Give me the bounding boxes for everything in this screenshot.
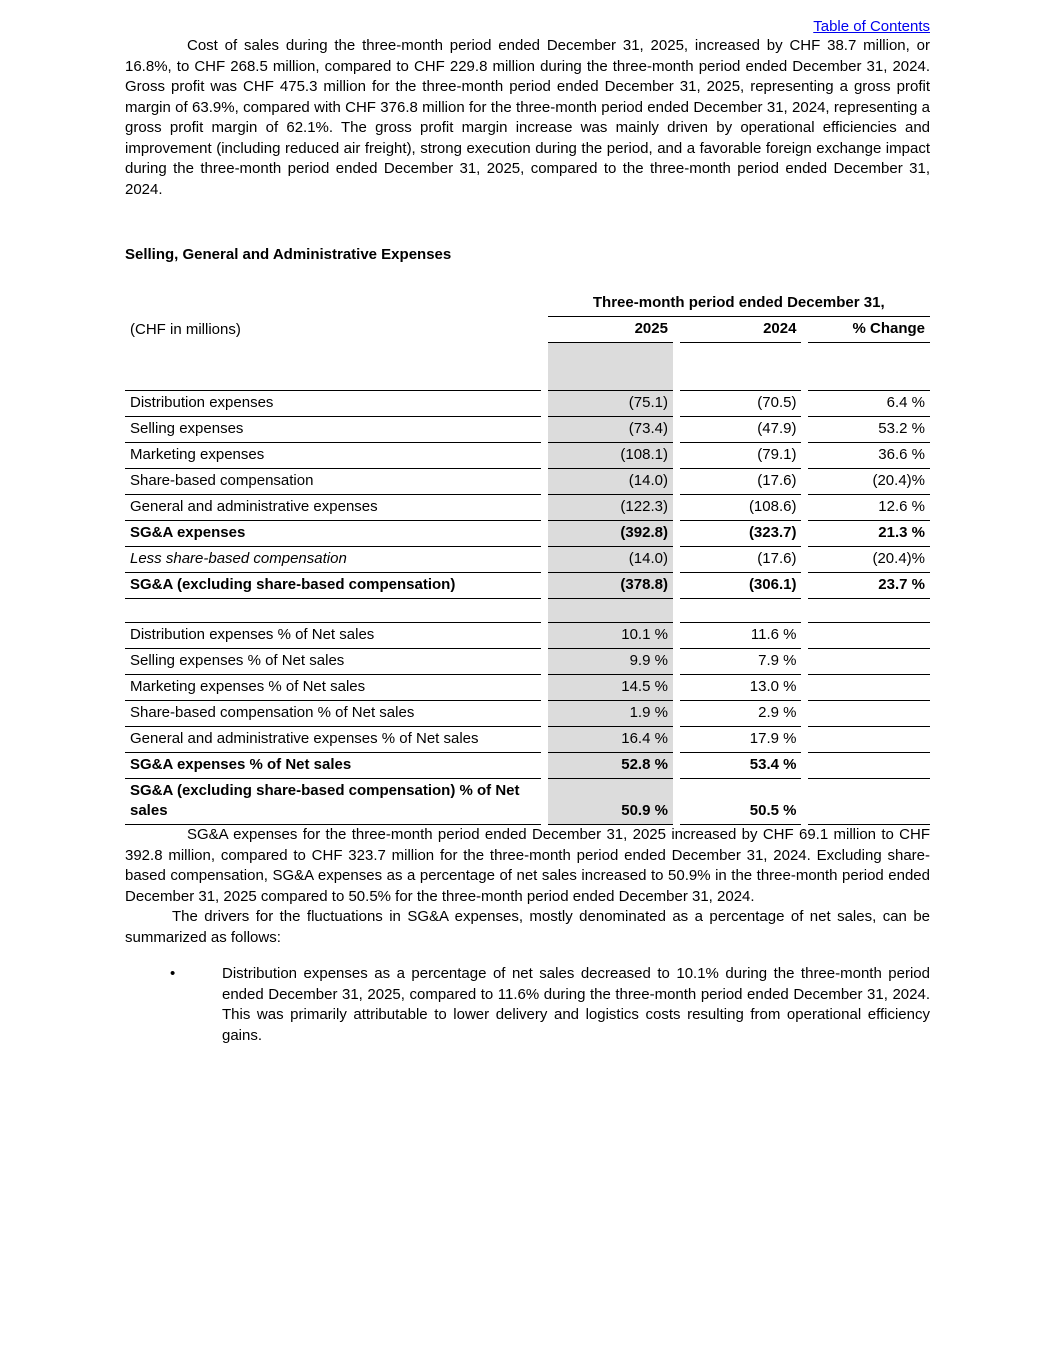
table-row-marketing-pct-net-sales xyxy=(125,675,930,701)
table-spacer-row xyxy=(125,599,930,623)
empty-cell xyxy=(680,343,802,391)
table-row-general-admin-pct-net-sales xyxy=(125,727,930,753)
value-change: 21.3 % xyxy=(808,521,930,547)
value-2025: (122.3) xyxy=(548,495,673,521)
value-2025: (75.1) xyxy=(548,391,673,417)
row-label: Share-based compensation % of Net sales xyxy=(125,701,541,727)
toc-link-row xyxy=(125,18,930,36)
empty-cell xyxy=(680,599,802,623)
row-label: Share-based compensation xyxy=(125,469,541,495)
paragraph-cost-of-sales: Cost of sales during the three-month period ended December 31, 2025, increased by CHF 38.7 million, or 16.8%, to CHF 268.5 million, compared to CHF 229.8 million during the three-month period ended December 31, 2024. Gross profit was CHF 475.3 million for the three-month period ended December 31, 2025, representing a gross profit margin of 63.9%, compared with CHF 376.8 million for the three-month period ended December 31, 2024, representing a gross profit margin of 62.1%. The gross profit margin increase was mainly driven by operational efficiencies and improvement (including reduced air freight), strong execution during the period, and a favorable foreign exchange impact during the three-month period ended December 31, 2025, compared to the three-month period ended December 31, 2024. xyxy=(125,37,930,198)
value-2024: (323.7) xyxy=(680,521,802,547)
table-period-header: Three-month period ended December 31, xyxy=(548,291,930,317)
value-change xyxy=(808,779,930,825)
bullet-marker: • xyxy=(170,965,176,982)
empty-cell xyxy=(125,599,541,623)
value-2025: (14.0) xyxy=(548,547,673,573)
value-2024: (108.6) xyxy=(680,495,802,521)
table-row-selling-expenses xyxy=(125,417,930,443)
value-2025: (14.0) xyxy=(548,469,673,495)
table-row-share-based-compensation xyxy=(125,469,930,495)
value-change xyxy=(808,675,930,701)
table-period-header-row xyxy=(125,291,930,317)
value-2024: 17.9 % xyxy=(680,727,802,753)
table-of-contents-link[interactable]: Table of Contents xyxy=(813,18,930,35)
value-2024: 2.9 % xyxy=(680,701,802,727)
value-2025: (378.8) xyxy=(548,573,673,599)
value-2024: 50.5 % xyxy=(680,779,802,825)
value-2025: (392.8) xyxy=(548,521,673,547)
table-row-sga-excluding-sbc xyxy=(125,573,930,599)
row-label: Distribution expenses % of Net sales xyxy=(125,623,541,649)
table-row-sga-expenses-total xyxy=(125,521,930,547)
row-label: Marketing expenses % of Net sales xyxy=(125,675,541,701)
value-change: 53.2 % xyxy=(808,417,930,443)
value-2024: (70.5) xyxy=(680,391,802,417)
value-2024: 11.6 % xyxy=(680,623,802,649)
empty-cell xyxy=(808,343,930,391)
value-2024: 7.9 % xyxy=(680,649,802,675)
column-header-change: % Change xyxy=(808,317,930,343)
value-2024: (17.6) xyxy=(680,547,802,573)
empty-cell xyxy=(548,343,673,391)
value-2024: (47.9) xyxy=(680,417,802,443)
sga-expenses-table xyxy=(118,291,937,825)
row-label: Less share-based compensation xyxy=(125,547,541,573)
empty-cell xyxy=(125,291,541,317)
section-heading-sga: Selling, General and Administrative Expenses xyxy=(125,246,452,263)
row-label: General and administrative expenses xyxy=(125,495,541,521)
row-label: SG&A expenses % of Net sales xyxy=(125,753,541,779)
value-2025: 1.9 % xyxy=(548,701,673,727)
row-label: SG&A (excluding share-based compensation) xyxy=(125,573,541,599)
column-header-2025: 2025 xyxy=(548,317,673,343)
value-change xyxy=(808,753,930,779)
empty-cell xyxy=(808,599,930,623)
row-label: Distribution expenses xyxy=(125,391,541,417)
row-label: Marketing expenses xyxy=(125,443,541,469)
value-2024: (306.1) xyxy=(680,573,802,599)
empty-cell xyxy=(125,343,541,391)
value-2024: 13.0 % xyxy=(680,675,802,701)
value-change: 23.7 % xyxy=(808,573,930,599)
value-2024: 53.4 % xyxy=(680,753,802,779)
value-change: 6.4 % xyxy=(808,391,930,417)
empty-cell xyxy=(548,599,673,623)
paragraph-sga-summary: SG&A expenses for the three-month period ended December 31, 2025 increased by CHF 69.1 million to CHF 392.8 million, compared to CHF 323.7 million for the three-month period ended December 31, 2024. Excluding share-based compensation, SG&A expenses as a percentage of net sales increased to 50.9% in the three-month period ended December 31, 2025 compared to 50.5% for the three-month period ended December 31, 2024. xyxy=(125,826,930,905)
table-row-less-share-based-compensation xyxy=(125,547,930,573)
table-row-sbc-pct-net-sales xyxy=(125,701,930,727)
value-2025: 9.9 % xyxy=(548,649,673,675)
column-header-2024: 2024 xyxy=(680,317,802,343)
table-spacer-row xyxy=(125,343,930,391)
value-2024: (17.6) xyxy=(680,469,802,495)
row-label: SG&A (excluding share-based compensation) % of Net sales xyxy=(125,779,541,825)
value-change: 12.6 % xyxy=(808,495,930,521)
bullet-item-distribution xyxy=(125,964,930,1046)
value-2025: (73.4) xyxy=(548,417,673,443)
value-2025: 10.1 % xyxy=(548,623,673,649)
value-change: 36.6 % xyxy=(808,443,930,469)
value-2025: 50.9 % xyxy=(548,779,673,825)
table-column-header-row xyxy=(125,317,930,343)
table-row-distribution-pct-net-sales xyxy=(125,623,930,649)
table-row-marketing-expenses xyxy=(125,443,930,469)
table-row-distribution-expenses xyxy=(125,391,930,417)
value-2025: 16.4 % xyxy=(548,727,673,753)
drivers-bullet-list xyxy=(125,964,930,1046)
table-unit-label: (CHF in millions) xyxy=(130,321,241,338)
value-change xyxy=(808,649,930,675)
bullet-text: Distribution expenses as a percentage of net sales decreased to 10.1% during the three-month period ended December 31, 2025, compared to 11.6% during the three-month period ended December 31, 2024. This was primarily attributable to lower delivery and logistics costs resulting from operational efficiency gains. xyxy=(222,965,930,1044)
value-change xyxy=(808,623,930,649)
value-2025: 52.8 % xyxy=(548,753,673,779)
value-2025: (108.1) xyxy=(548,443,673,469)
row-label: Selling expenses % of Net sales xyxy=(125,649,541,675)
row-label: SG&A expenses xyxy=(125,521,541,547)
value-change xyxy=(808,727,930,753)
table-row-sga-excluding-sbc-pct-net-sales xyxy=(125,779,930,825)
value-change: (20.4)% xyxy=(808,469,930,495)
table-row-sga-pct-net-sales xyxy=(125,753,930,779)
value-change xyxy=(808,701,930,727)
row-label: General and administrative expenses % of Net sales xyxy=(125,727,541,753)
paragraph-drivers-intro: The drivers for the fluctuations in SG&A expenses, mostly denominated as a percentage of net sales, can be summarized as follows: xyxy=(125,908,930,946)
row-label: Selling expenses xyxy=(125,417,541,443)
value-2025: 14.5 % xyxy=(548,675,673,701)
table-row-general-admin-expenses xyxy=(125,495,930,521)
table-row-selling-pct-net-sales xyxy=(125,649,930,675)
value-change: (20.4)% xyxy=(808,547,930,573)
value-2024: (79.1) xyxy=(680,443,802,469)
